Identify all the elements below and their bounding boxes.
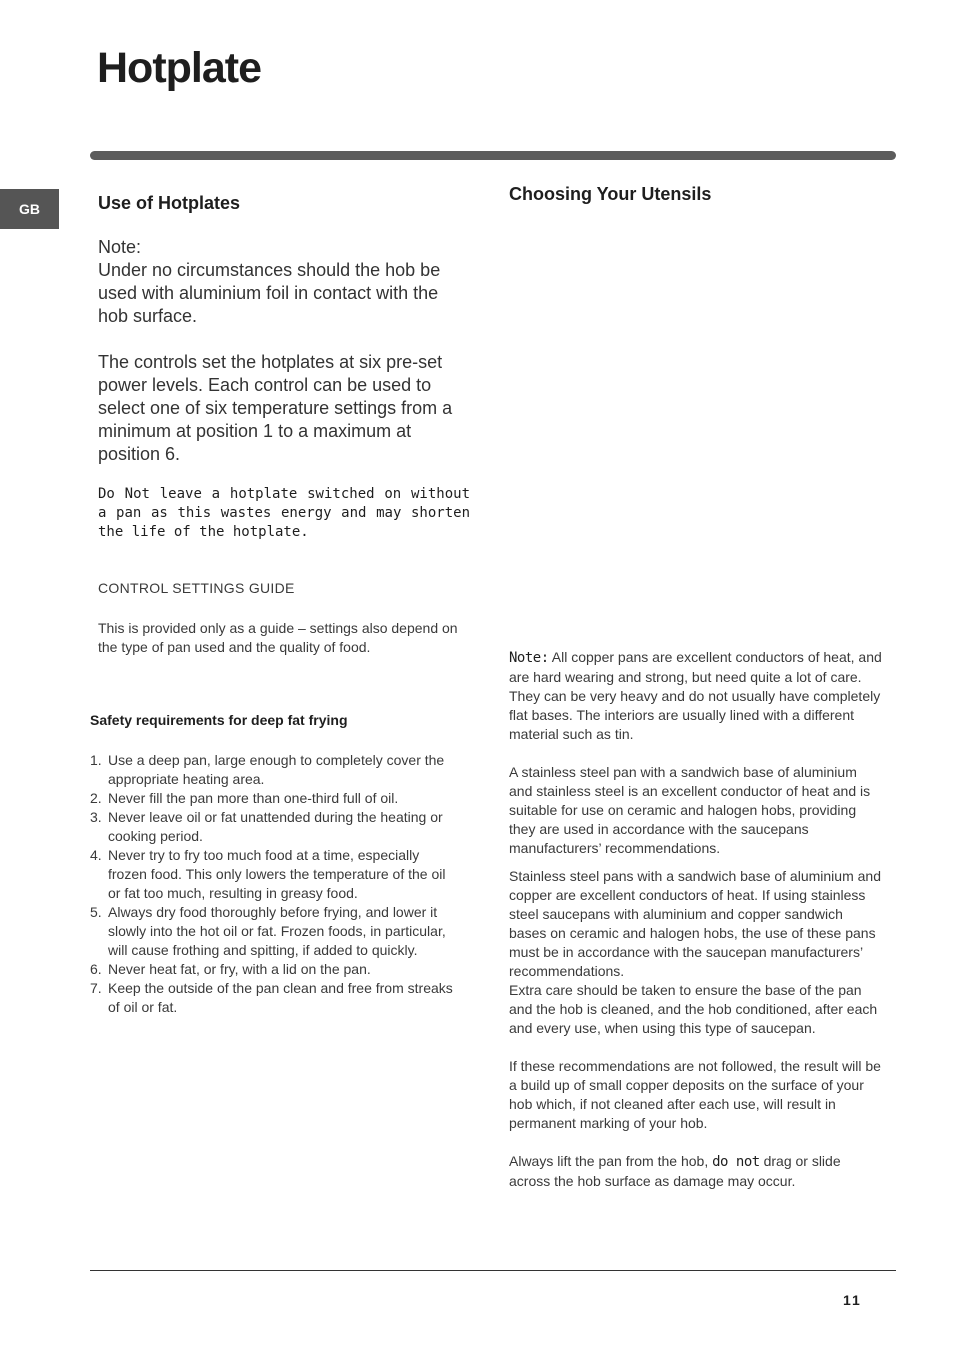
copper-note-label: Note:: [509, 650, 549, 666]
controls-paragraph: The controls set the hotplates at six pre-set power levels. Each control can be used to select one of six temperature settings from a minimum at position 1 to a maximum at position 6.: [98, 352, 453, 464]
header-divider: [90, 151, 896, 160]
list-item: 4. Never try to fry too much food at a time, especially frozen food. This only lowers the temperature of the oil or fat too much, resulting in greasy food.: [90, 847, 446, 901]
copper-sandwich-paragraph: Stainless steel pans with a sandwich base of aluminium and copper are excellent conductors of heat. If using stainless steel saucepans with aluminium and copper sandwich bases on ceramic and halogen hobs, the use of these pans must be in accordance with the saucepan manufacturers’ recommendations.: [509, 868, 881, 979]
utensils-text: [509, 648, 884, 1191]
safety-heading: Safety requirements for deep fat frying: [90, 712, 348, 728]
safety-list: [90, 751, 460, 1017]
language-tab: GB: [0, 189, 59, 229]
control-settings-guide-text: This is provided only as a guide – settings also depend on the type of pan used and the quality of food.: [98, 620, 458, 655]
use-of-hotplates-heading: Use of Hotplates: [98, 193, 241, 213]
choosing-utensils-heading: Choosing Your Utensils: [509, 184, 712, 204]
do-not-emphasis: do not: [712, 1154, 760, 1170]
note-text: Under no circumstances should the hob be used with aluminium foil in contact with the hob surface.: [98, 260, 441, 326]
page-title: Hotplate: [97, 44, 261, 92]
list-item: 3. Never leave oil or fat unattended during the heating or cooking period.: [90, 809, 443, 844]
list-item: 7. Keep the outside of the pan clean and free from streaks of oil or fat.: [90, 980, 453, 1015]
note-block: [98, 236, 473, 328]
list-item: 6. Never heat fat, or fry, with a lid on the pan.: [90, 961, 371, 977]
deposits-paragraph: If these recommendations are not followed, the result will be a build up of small copper deposits on the surface of your hob which, if not cleaned after each use, will result in permanent marking of your hob.: [509, 1058, 881, 1131]
stainless-paragraph: A stainless steel pan with a sandwich base of aluminium and stainless steel is an excellent conductor of heat and is suitable for use on ceramic and halogen hobs, providing they are used in accordance with the saucepans manufacturers’ recommendations.: [509, 764, 871, 856]
hotplate-warning: Do Not leave a hotplate switched on without a pan as this wastes energy and may shorten the life of the hotplate.: [98, 486, 470, 540]
copper-paragraph: Note: All copper pans are excellent conductors of heat, and are hard wearing and strong, but need quite a lot of care. They can be very heavy and do not usually have completely flat bases. The interiors are usually lined with a different material such as tin.: [509, 649, 882, 742]
list-item: 5. Always dry food thoroughly before frying, and lower it slowly into the hot oil or fat. Frozen foods, in particular, will cause frothing and spitting, if added to quickly.: [90, 904, 446, 958]
list-item: 1. Use a deep pan, large enough to completely cover the appropriate heating area.: [90, 752, 445, 787]
note-label: Note:: [98, 237, 142, 257]
footer-divider: [90, 1270, 896, 1271]
lift-pan-paragraph: Always lift the pan from the hob, do not drag or slide across the hob surface as damage may occur.: [509, 1153, 841, 1189]
extra-care-paragraph: Extra care should be taken to ensure the base of the pan and the hob is cleaned, and the hob conditioned, after each and every use, when using this type of saucepan.: [509, 982, 878, 1036]
page-number: 11: [843, 1292, 862, 1308]
control-settings-guide-title: CONTROL SETTINGS GUIDE: [98, 580, 295, 596]
list-item: 2. Never fill the pan more than one-third full of oil.: [90, 790, 399, 806]
